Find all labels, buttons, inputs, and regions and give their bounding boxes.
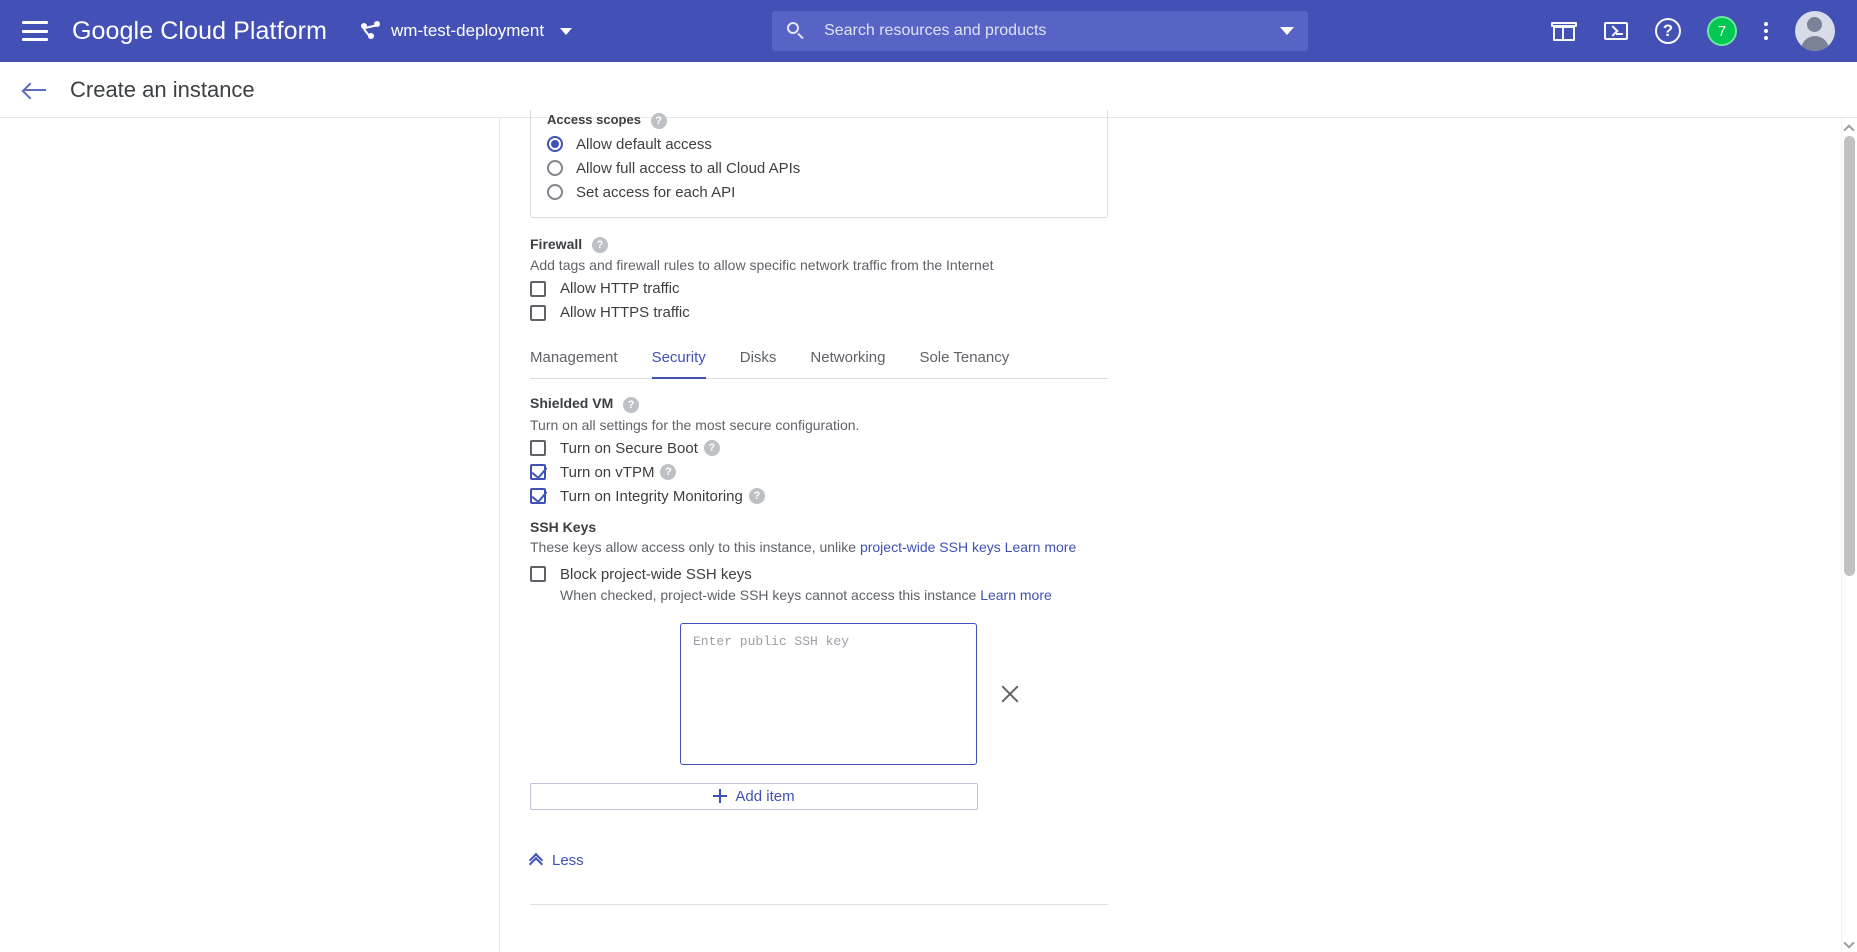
checkbox-label: Allow HTTPS traffic bbox=[560, 304, 690, 322]
more-options-icon[interactable] bbox=[1763, 22, 1769, 40]
radio-set-access-each-api[interactable] bbox=[547, 184, 1091, 201]
firewall-label-text: Firewall bbox=[530, 236, 583, 252]
scrollbar-thumb[interactable] bbox=[1844, 136, 1855, 576]
content-area bbox=[0, 112, 1857, 952]
help-icon[interactable]: ? bbox=[660, 464, 676, 480]
checkbox-label: Turn on Integrity Monitoring bbox=[560, 487, 743, 505]
ssh-keys-label: SSH Keys bbox=[530, 518, 597, 535]
help-icon[interactable]: ? bbox=[749, 488, 765, 504]
hamburger-menu-icon[interactable] bbox=[22, 21, 48, 41]
learn-more-link[interactable]: Learn more bbox=[1004, 538, 1077, 555]
scroll-down-arrow-icon[interactable] bbox=[1845, 937, 1854, 946]
ssh-keys-description-prefix: These keys allow access only to this instance, unlike bbox=[530, 538, 860, 555]
close-icon[interactable] bbox=[999, 683, 1021, 705]
tab-disks[interactable]: Disks bbox=[739, 349, 777, 367]
checkbox-turn-on-vtpm[interactable] bbox=[530, 464, 1110, 481]
checkbox-label: Turn on vTPM bbox=[560, 463, 655, 481]
ssh-keys-section bbox=[530, 519, 1110, 810]
tab-networking[interactable]: Networking bbox=[810, 349, 886, 367]
access-scopes-label bbox=[547, 112, 1091, 129]
hamburger-line bbox=[22, 38, 48, 41]
radio-label: Allow default access bbox=[576, 135, 712, 153]
ssh-public-key-input[interactable] bbox=[680, 623, 977, 765]
firewall-section bbox=[530, 236, 1110, 321]
project-wide-ssh-keys-link[interactable]: project-wide SSH keys bbox=[859, 538, 1001, 555]
hamburger-line bbox=[22, 30, 48, 33]
checkbox-label: Allow HTTP traffic bbox=[560, 280, 680, 298]
learn-more-link[interactable]: Learn more bbox=[980, 586, 1052, 603]
checkbox-allow-http-traffic[interactable] bbox=[530, 280, 1110, 297]
help-icon[interactable]: ? bbox=[1655, 18, 1681, 44]
radio-label: Set access for each API bbox=[576, 183, 736, 201]
checkbox-icon bbox=[530, 566, 546, 582]
back-arrow-icon[interactable] bbox=[22, 77, 48, 103]
avatar[interactable] bbox=[1795, 11, 1835, 51]
search-icon bbox=[786, 21, 806, 41]
checkbox-label: Turn on Secure Boot bbox=[560, 439, 698, 457]
radio-icon bbox=[547, 136, 563, 152]
firewall-helper-text: Add tags and firewall rules to allow specific network traffic from the Internet bbox=[530, 257, 994, 274]
radio-label: Allow full access to all Cloud APIs bbox=[576, 159, 801, 177]
checkbox-allow-https-traffic[interactable] bbox=[530, 304, 1110, 321]
project-name: wm-test-deployment bbox=[391, 21, 545, 40]
tab-management[interactable]: Management bbox=[530, 349, 618, 367]
settings-tabs bbox=[530, 343, 1108, 379]
search-input[interactable] bbox=[822, 21, 1270, 41]
less-label: Less bbox=[552, 851, 584, 869]
block-keys-note bbox=[560, 587, 1110, 603]
shielded-vm-label bbox=[530, 395, 1110, 412]
access-scopes-panel bbox=[530, 110, 1108, 218]
terminal-icon[interactable] bbox=[1603, 18, 1629, 44]
search-bar[interactable] bbox=[772, 11, 1308, 51]
checkbox-turn-on-secure-boot[interactable] bbox=[530, 440, 1110, 457]
help-icon[interactable]: ? bbox=[623, 397, 639, 413]
vertical-scrollbar[interactable] bbox=[1841, 118, 1857, 952]
instance-form-column bbox=[500, 112, 1110, 952]
checkbox-block-project-wide-ssh-keys[interactable] bbox=[530, 566, 1110, 583]
checkbox-icon bbox=[530, 281, 546, 297]
less-toggle[interactable] bbox=[530, 852, 584, 869]
radio-icon bbox=[547, 160, 563, 176]
section-divider bbox=[530, 904, 1108, 905]
top-navigation-bar bbox=[0, 0, 1857, 62]
notifications-badge[interactable]: 7 bbox=[1707, 16, 1737, 46]
chevron-down-icon[interactable] bbox=[1280, 27, 1294, 35]
help-icon[interactable]: ? bbox=[592, 237, 608, 253]
tab-sole-tenancy[interactable]: Sole Tenancy bbox=[919, 349, 1010, 367]
ssh-keys-description bbox=[530, 539, 1110, 555]
ssh-key-entry-row bbox=[530, 623, 1110, 765]
help-icon[interactable]: ? bbox=[704, 440, 720, 456]
add-item-label: Add item bbox=[735, 787, 795, 805]
radio-icon bbox=[547, 184, 563, 200]
gift-icon[interactable] bbox=[1551, 18, 1577, 44]
checkbox-icon bbox=[530, 464, 546, 480]
radio-allow-default-access[interactable] bbox=[547, 136, 1091, 153]
plus-icon bbox=[713, 789, 727, 803]
chevron-up-icon bbox=[530, 854, 543, 867]
hamburger-line bbox=[22, 21, 48, 24]
help-icon[interactable]: ? bbox=[651, 113, 667, 129]
page-title: Create an instance bbox=[70, 76, 255, 102]
checkbox-turn-on-integrity-monitoring[interactable] bbox=[530, 488, 1110, 505]
radio-allow-full-access[interactable] bbox=[547, 160, 1091, 177]
checkbox-icon bbox=[530, 488, 546, 504]
access-scopes-label-text: Access scopes bbox=[547, 112, 641, 127]
checkbox-icon bbox=[530, 305, 546, 321]
checkbox-label: Block project-wide SSH keys bbox=[560, 565, 752, 583]
shielded-vm-helper-text: Turn on all settings for the most secure configuration. bbox=[530, 416, 860, 433]
topbar-actions bbox=[1551, 11, 1835, 51]
shielded-vm-label-text: Shielded VM bbox=[530, 395, 614, 412]
tab-security[interactable]: Security bbox=[652, 343, 706, 378]
scroll-up-arrow-icon[interactable] bbox=[1845, 124, 1854, 133]
left-rail bbox=[0, 118, 500, 952]
brand-title[interactable]: Google Cloud Platform bbox=[72, 16, 328, 45]
chevron-down-icon bbox=[560, 28, 572, 35]
project-icon bbox=[361, 21, 381, 41]
shielded-vm-section bbox=[530, 395, 1110, 504]
project-selector[interactable] bbox=[361, 21, 572, 41]
firewall-label bbox=[530, 236, 1110, 253]
block-keys-note-text: When checked, project-wide SSH keys cannot access this instance bbox=[560, 586, 981, 603]
add-item-button[interactable] bbox=[530, 783, 978, 810]
checkbox-icon bbox=[530, 440, 546, 456]
